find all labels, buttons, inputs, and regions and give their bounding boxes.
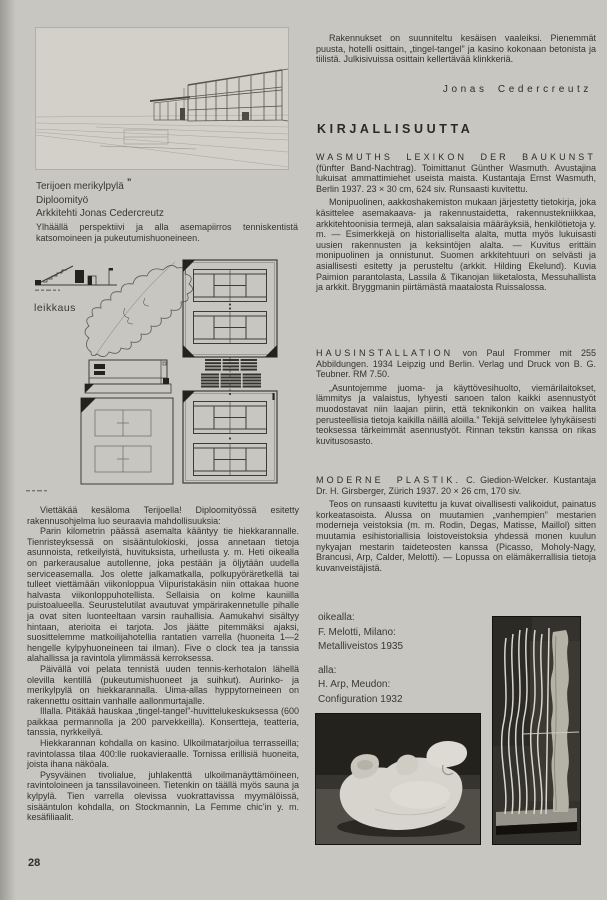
review-body: Teos on runsaasti kuvitettu ja kuvat oivallisesti valikoidut, painatus korkeatasoista. Alussa on muutamien „vanhempien” mestarien moderneja veistoksia (m. m. Rodin, Degas, Matisse, Maillol) sitten muutamia esihistoriallisia loistoveistoksia yhdessä monen kuulun nykyajan mestarin taideteosten kanssa (Picasso, Moholy-Nagy, Brancusi, Arp, Calder, Melotti). — Lopussa on elämäkerrallisia tietoja kuvanveistäjistä. — [316, 499, 596, 573]
caption-work: Configuration 1932 — [318, 693, 403, 705]
caption-artist: H. Arp, Meudon: — [318, 679, 391, 690]
site-plan-drawing — [25, 258, 310, 508]
caption-title: Terijoen merikylpylä — [36, 181, 124, 192]
review-bibliography: C. Giedion-Welcker. Kustantaja Dr. H. Girsberger, Zürich 1937. 20 × 26 cm, 170 siv. — [316, 475, 596, 496]
perspective-drawing — [36, 28, 288, 169]
site-plan-svg — [25, 258, 310, 508]
caption-melotti — [318, 611, 403, 655]
book-review-hausinstallation — [316, 348, 596, 446]
review-bibliography: (fünfter Band-Nachtrag). Toimittanut Günther Wasmuth. Avustajina lukuisat ammattimiehet useista maista. Kustantaja Ernst Wasmuth, Berlin 1937. 23 × 30 cm, 624 siv. Runsaasti kuvitettu. — [316, 162, 596, 194]
tree-sketch — [85, 262, 193, 357]
melotti-photo-svg — [492, 616, 581, 845]
tiny-label-bottom — [26, 490, 47, 491]
review-title: WASMUTHS LEXIKON DER BAUKUNST — [316, 152, 596, 162]
review-title: HAUSINSTALLATION — [316, 348, 454, 358]
book-review-wasmuths — [316, 152, 596, 293]
left-court-block — [81, 398, 173, 484]
caption-architect: Arkkitehti Jonas Cedercreutz — [36, 208, 164, 219]
court-block-top — [183, 260, 277, 357]
review-heading — [316, 152, 596, 194]
caption-position: oikealla: — [318, 612, 355, 623]
pen-mark: ” — [126, 177, 132, 187]
review-body: Monipuolinen, aakkoshakemiston mukaan järjestetty tietokirja, joka käsittelee asemakaava- ja rakennustaidetta, rakennustekniikkaa, arkkitehtoonisia termejä, alan saksalaisia määräyksiä, henkilötietoja y. m. — Esimerkkejä on historialliselta alalta, mutta myös lukuisasti uusien rakennusten ja keksintöjen alalta. — Kuvitus erittäin monipuolinen ja onnistunut. Suomen arkkitehtuuri on selvästi ja asiallisesti esitetty ja perusteltu (arkkit. Hilding Ekelund). Kuvia Paimion parantolasta, Lassila & Tikanojan liiketalosta, Messuhallista ja arkkit. Bryggmanin piirtämästä maatalosta Ruissalossa. — [316, 197, 596, 293]
author-signature: Jonas Cedercreutz — [442, 84, 592, 95]
page-number: 28 — [28, 857, 41, 869]
caption-title-line — [36, 176, 164, 194]
paragraph: Viettäkää kesäloma Terijoella! Diploomityössä esitetty rakennusohjelma luo seuraavia mahdollisuuksia: — [27, 505, 299, 526]
arp-photo-svg — [315, 713, 481, 845]
review-bibliography: von Paul Frommer mit 255 Abbildungen. 1934 Leipzig und Berlin. Verlag und Druck von B. G. Teubner. RM 7.50. — [316, 348, 596, 380]
caption-artist: F. Melotti, Milano: — [318, 626, 396, 638]
caption-arp — [318, 664, 403, 708]
arp-sculpture-photo — [315, 713, 481, 845]
grandstand — [201, 357, 261, 395]
paragraph: Päivällä voi pelata tennistä uuden tennis-kerhotalon lähellä olevilla kentillä (pukeutumishuoneet ja suihkut). Aurinko- ja merikylpylä on hiekkarannalla. Uima-allas hyppytorneineen on rakennettu osittain vanhalle aallonmurtajalle. — [27, 663, 299, 706]
review-body: „Asuntojemme juoma- ja käyttövesihuolto, viemärilaitokset, lämmitys ja valaistus, lyhyesti sanoen talon kaikki asennustyöt muodostavat niin laajan piirin, että teknikonkin on vaikea hallita perusteellisia tietoja kaikilla näillä aloilla.” Tekijä selvittelee lyhykäisesti teoksessa tärkeimmät asennustyöt. Rinnan tekstin kanssa on rikas kuvitusosasto. — [316, 382, 596, 446]
perspective-drawing-svg — [36, 28, 288, 169]
lead-paragraph: Rakennukset on suunniteltu kesäisen vaaleiksi. Pienemmät puusta, hotelli osittain, „tingel-tangel” ja kasino kokonaan betonista ja tiilistä. Julkisivuissa osittain kellertävää klinkkeriä. — [316, 33, 596, 65]
image-caption — [36, 176, 164, 221]
caption-subtitle: Diploomityö — [36, 194, 89, 206]
paragraph: Hiekkarannan kohdalla on kasino. Ulkoilmatarjoilua terrasseilla; ravintolassa tilaa 400:lle ruokavieraalle. Tornissa erillisiä huoneita, joista ihana näköala. — [27, 738, 299, 770]
paragraph: Pysyväinen tivolialue, juhlakenttä ulkoilmanäyttämöineen, ravintoloineen ja tanssilavoineen. Tietenkin on täällä myös sauna ja kylpylä. Tien varrella olevissa vuokrattavissa myymälöissä, sisääntulon kohdalla, on Stockmannin, La Femme chic’in y. m. kesäfiliaalit. — [27, 769, 299, 823]
caption-position: alla: — [318, 664, 337, 676]
section-sketch — [35, 266, 117, 285]
plan-intro-text: Ylhäällä perspektiivi ja alla asemapiirros tenniskentistä katsomoineen ja pukeutumishuoneineen. — [36, 222, 298, 243]
section-heading: KIRJALLISUUTTA — [317, 122, 474, 136]
tiny-label-top — [35, 290, 60, 291]
lead-paragraph-block — [316, 33, 596, 65]
review-heading — [316, 348, 596, 380]
review-heading — [316, 475, 596, 496]
review-title: MODERNE PLASTIK. — [316, 475, 462, 485]
melotti-sculpture-photo — [492, 616, 581, 845]
article-body — [27, 505, 299, 823]
plan-section-label: leikkaus — [34, 302, 76, 314]
book-review-moderne-plastik — [316, 475, 596, 573]
court-block-bottom — [183, 391, 277, 483]
paragraph: Illalla. Pitäkää hauskaa „tingel-tangel”-huvittelukeskuksessa (600 paikkaa permannolla ja 200 parvekkeilla). Konsertteja, teatteria, tanssia, nyrkkeilyä. — [27, 706, 299, 738]
clubhouse-plan — [85, 360, 171, 393]
paragraph: Parin kilometrin päässä asemalta kääntyy tie hiekkarannalle. Tienristeyksessä on sisääntulokioski, jossa annetaan tietoja asunnoista, retkeilyistä, huvituksista, urheilusta y. m. Heti oikealla on parkerausalue autollenne, joka pestään ja öljytään uudella serviceasemalla. Jos olette jalkamatkalla, polkupyöräretkellä tai tulleet viettämään viikonloppua Viipuristakäsin niin ottakaa huone halvasta viikonloppuhotellista. Sellaisia on kolme kauniilla puistoalueella. Seurustelutilat avautuvat ympärirakennetulle pihalle ja ovat siten luonteeltaan varsin rauhallisia. Aamukahvi sisältyy hintaan, aterioita ei tarjota. Jos jäätte pitemmäksi ajaksi, suosittelemme matkoilijahotellia rantatien varrella (huoneita 1—2 hengelle kylpyhuoneineen tai ilman). Five o clock tea ja tanssia alahallissa ja ravintola ylimmässä kerroksessa. — [27, 526, 299, 664]
caption-work: Metalliveistos 1935 — [318, 641, 404, 652]
photo-captions — [318, 611, 403, 716]
